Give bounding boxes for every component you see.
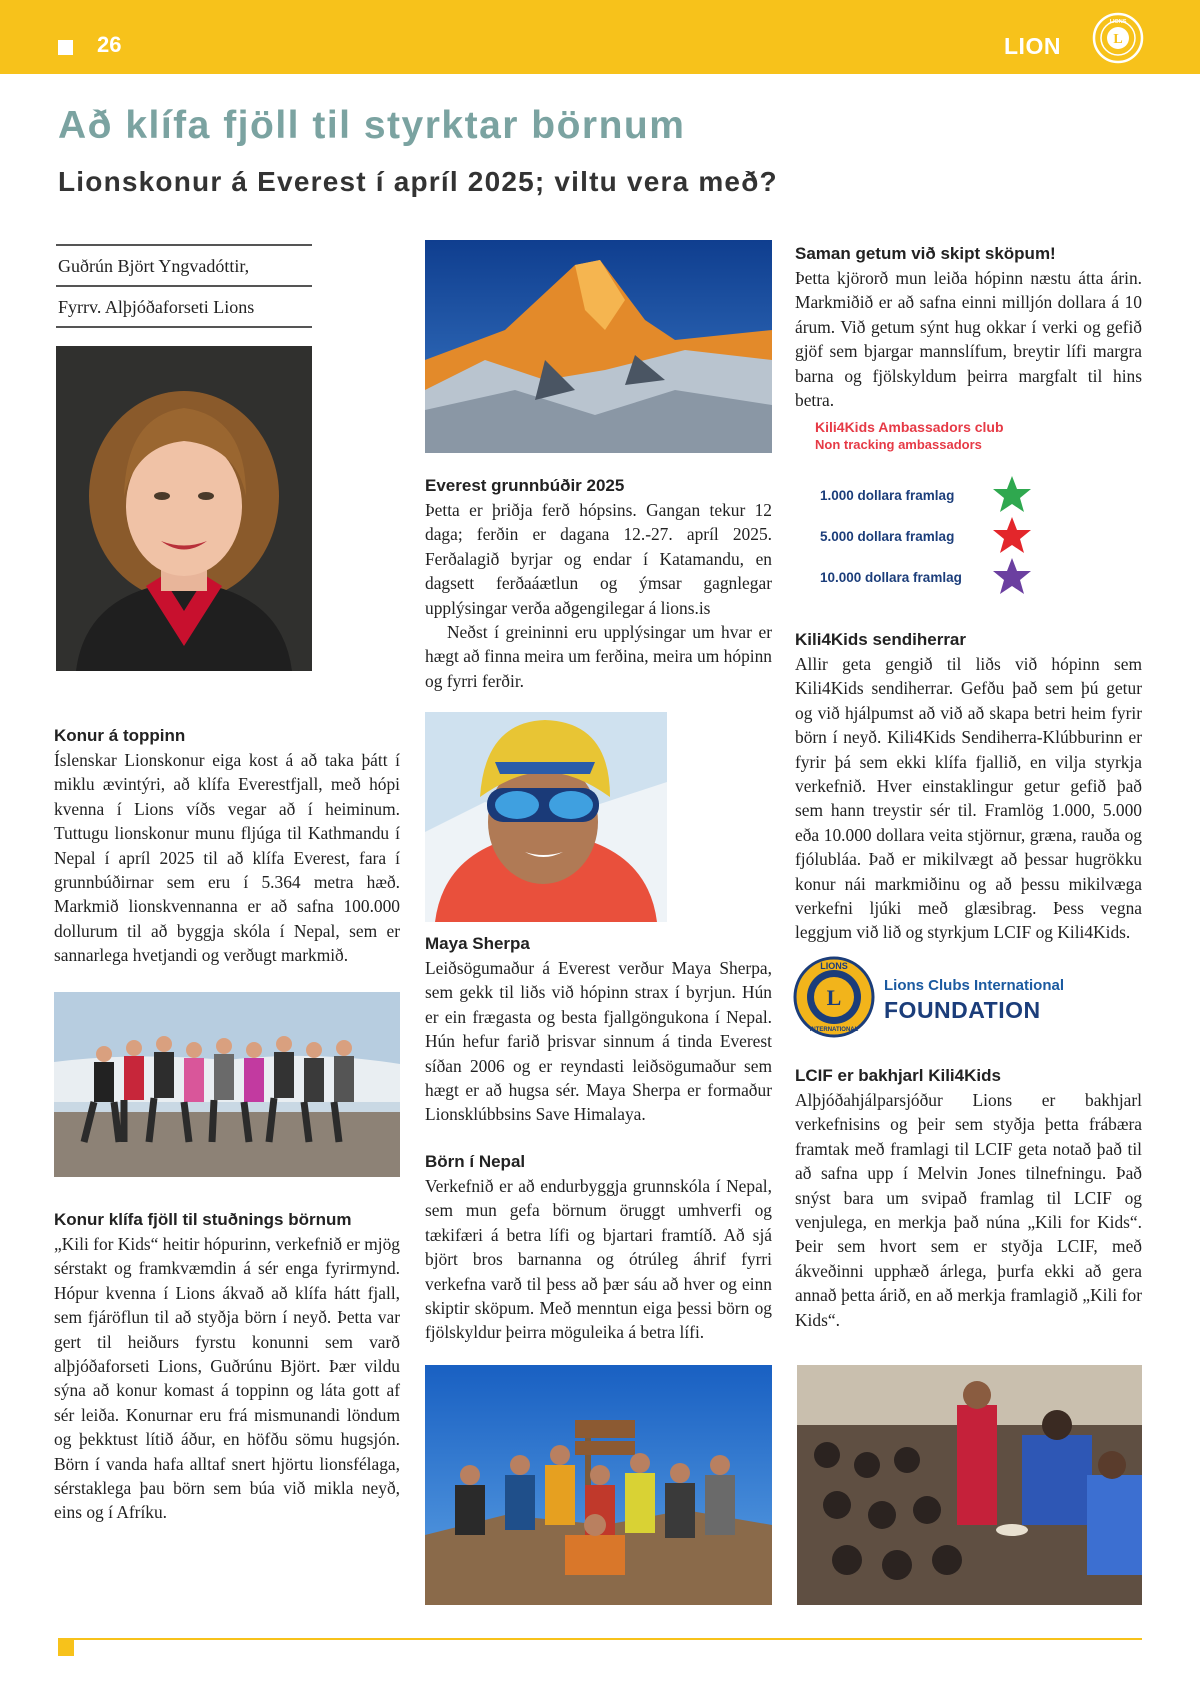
summit-group-photo <box>425 1365 772 1605</box>
section-body: „Kili for Kids“ heitir hópurinn, verkefnið er mjög sérstakt og framkvæmdin á sér enga fyrirmynd. Hópur kvenna í Lions ákvað að klífa hátt fjall, sem fjáröflun til að styðja börn í neyð. Þetta var gert til heiðurs fyrstu konunni sem varð alþjóðaforseti Lions, Guðrúnu Björt. Þær vildu sýna að konur komast á toppinn og láta gott af sér leiða. Konurnar eru frá mismunandi löndum og þekktust lítið áður, en höfðu sömu hugsjón. Börn í vanda hafa alltaf snert hjörtu lionsfélaga, sérstaklega þau börn sem búa við mikla neyð, eins og í Afríku. <box>54 1234 400 1523</box>
section-children-nepal <box>425 1150 772 1345</box>
svg-text:L: L <box>1113 32 1123 47</box>
section-heading: Everest grunnbúðir 2025 <box>425 476 625 495</box>
group-mountain-photo <box>54 992 400 1177</box>
magazine-name: LION <box>1004 33 1061 59</box>
section-body: Alþjóðahjálparsjóður Lions er bakhjarl verkefnisins og þeir sem styðja þetta frábæra framtak með framlagi til LCIF geta notað það til að safna upp í Melvin Jones tilnefningu. Það snýst bara um svipað framlag til LCIF og venjulega, en merkja það núna „Kili for Kids“. Þeir sem hvort sem er styðja LCIF, með ákveðinni upphæð árlega, þurfa ekki að gera annað þetta árið, en að merkja framlagið „Kili for Kids“. <box>795 1090 1142 1330</box>
maya-sherpa-photo <box>425 712 667 922</box>
lcif-line2: FOUNDATION <box>884 997 1041 1023</box>
author-name: Guðrún Björt Yngvadóttir, <box>58 256 250 276</box>
svg-text:L: L <box>826 985 842 1010</box>
lions-seal-icon <box>792 955 876 1039</box>
tier-label: 5.000 dollara framlag <box>820 529 955 544</box>
section-women-climb <box>54 1208 400 1525</box>
section-body: Þetta er þriðja ferð hópsins. Gangan tekur 12 daga; ferðin er dagana 12.-27. apríl 2025. Ferðalagið byrjar og endar í Katamandu, en dagsett ferðaáætlun og ýmsar gagnlegar upplýsingar verða aðgengilegar á lions.is <box>425 500 772 618</box>
section-heading: Konur á toppinn <box>54 726 186 745</box>
seal-bottom-label: INTERNATIONAL <box>809 1027 859 1033</box>
section-everest-basecamp <box>425 474 772 693</box>
purple-star-icon <box>992 556 1032 596</box>
author-box <box>56 244 312 328</box>
ambassadors-title: Kili4Kids Ambassadors club <box>815 419 1004 435</box>
section-heading: Saman getum við skipt sköpum! <box>795 244 1056 263</box>
children-meal-photo <box>797 1365 1142 1605</box>
section-body: Leiðsögumaður á Everest verður Maya Sherpa, sem gekk til liðs við hópinn strax í byrjun. Hún er ein frægasta og besta fjallgöngukona í Nepal. Hún hefur farið þrisvar sinnum á tinda Everest síðan 2006 og er reyndasti leiðsögumaður sem hægt er að hugsa sér. Maya Sherpa er formaður Lionsklúbbsins Save Himalaya. <box>425 958 772 1125</box>
emblem-label: LIONS <box>1109 19 1127 25</box>
footer-square <box>58 1640 74 1656</box>
tier-label: 1.000 dollara framlag <box>820 488 955 503</box>
section-body: Neðst í greininni eru upplýsingar um hvar er hægt að finna meira um ferðina, meira um hópinn og fyrri ferðir. <box>425 622 772 691</box>
lcif-logo <box>792 955 1072 1039</box>
author-portrait-photo <box>56 346 312 671</box>
green-star-icon <box>992 474 1032 514</box>
section-heading: Kili4Kids sendiherrar <box>795 630 967 649</box>
section-together <box>795 242 1142 412</box>
section-body: Íslenskar Lionskonur eiga kost á að taka þátt í miklu ævintýri, að klífa Everestfjall, með hópi kvenna í Lions víðs vegar að í heiminum. Tuttugu lionskonur munu fljúga til Kathmandu í Nepal í apríl 2025 til að klífa Everest, fara í grunnbúðirnar sem eru í 5.364 metra hæð. Markmið lionskvennanna er að safna 100.000 dollurum til að byggja skóla í Nepal, sem er sannarlega hvetjandi og verðugt markmið. <box>54 750 400 966</box>
section-heading: Börn í Nepal <box>425 1152 526 1171</box>
lcif-line1: Lions Clubs International <box>884 977 1065 994</box>
section-body: Þetta kjörorð mun leiða hópinn næstu átta árin. Markmiðið er að safna einni milljón dollara á 10 árum. Við getum sýnt hug okkar í verki og gefið gjöf sem bjargar mannslífum, breytir lífi margra barna og fjölskyldum þeirra margfalt til hins betra. <box>795 268 1142 411</box>
section-ambassadors <box>795 628 1142 945</box>
section-body: Allir geta gengið til liðs við hópinn sem Kili4Kids sendiherrar. Gefðu það sem þú getur og við hjálpumst að við að skapa betri heim fyrir börn í neyð. Kili4Kids Sendiherra-Klúbburinn er fyrir þá sem ekki klífa fjallið, en vilja styrkja verkefnið. Hver einstaklingur getur gefið það sem hann treystir sér til. Framlög 1.000, 5.000 eða 10.000 dollara veita stjörnur, græna, rauða og fjólubláa. Það er mikilvægt að þessar hugrökku konur nái markmiðinu og að þessu mikilvæga verkefni ljúki með glæsibrag. Þess vegna leggjum við lið og styrkjum LCIF og Kili4Kids. <box>795 654 1142 943</box>
ambassadors-subtitle: Non tracking ambassadors <box>815 437 982 452</box>
page-number: 26 <box>97 32 122 57</box>
red-star-icon <box>992 515 1032 555</box>
section-heading: LCIF er bakhjarl Kili4Kids <box>795 1066 1001 1085</box>
section-body: Verkefnið er að endurbyggja grunnskóla í Nepal, sem mun gefa börnum öruggt umhverfi og tækifæri á betra lífi og bjartari framtíð. Að sjá björt bros barnanna og ótrúleg áhrif fyrri verkefna varð til þess að þær sáu að hver og einn skiptir sköpum. Með menntun eiga þessi börn og fjölskyldur þeirra möguleika á betra lífi. <box>425 1176 772 1343</box>
article-subtitle: Lionskonur á Everest í apríl 2025; viltu vera með? <box>58 166 778 197</box>
lions-emblem-icon <box>1092 12 1144 64</box>
tier-label: 10.000 dollara framlag <box>820 570 962 585</box>
everest-summit-photo <box>425 240 772 453</box>
article-title: Að klífa fjöll til styrktar börnum <box>58 104 686 147</box>
section-heading: Konur klífa fjöll til stuðnings börnum <box>54 1210 352 1229</box>
page-marker-square <box>58 40 73 55</box>
footer-rule <box>58 1638 1142 1640</box>
section-heading: Maya Sherpa <box>425 934 530 953</box>
ambassadors-graphic <box>800 418 1050 598</box>
section-women-top <box>54 724 400 968</box>
seal-top-label: LIONS <box>820 961 848 971</box>
section-maya-sherpa <box>425 932 772 1127</box>
author-title: Fyrrv. Alþjóðaforseti Lions <box>56 285 312 326</box>
section-lcif <box>795 1064 1142 1332</box>
